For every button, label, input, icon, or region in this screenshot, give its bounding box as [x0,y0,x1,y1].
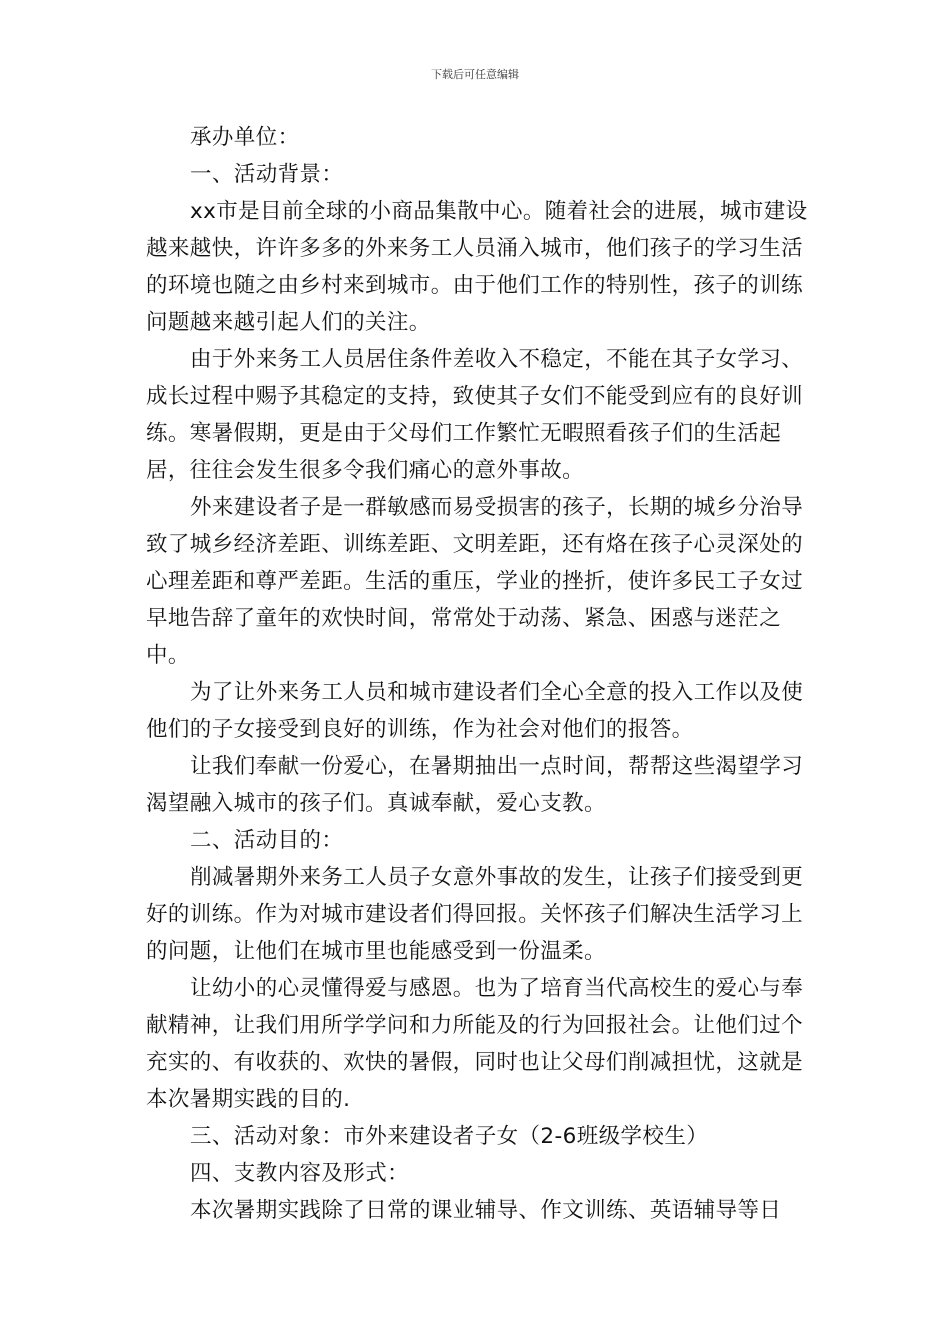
paragraph: 让我们奉献一份爱心，在暑期抽出一点时间，帮帮这些渴望学习渴望融入城市的孩子们。真诚奉献，爱心支教。 [146,754,804,816]
paragraph: 本次暑期实践除了日常的课业辅导、作文训练、英语辅导等日 [190,1198,782,1223]
document-body [146,119,814,1229]
paragraph: 削减暑期外来务工人员子女意外事故的发生，让孩子们接受到更好的训练。作为对城市建设者们得回报。关怀孩子们解决生活学习上的问题，让他们在城市里也能感受到一份温柔。 [146,865,804,964]
page-header: 下载后可任意编辑 [431,68,519,81]
paragraph: 外来建设者子是一群敏感而易受损害的孩子，长期的城乡分治导致了城乡经济差距、训练差距、文明差距，还有烙在孩子心灵深处的心理差距和尊严差距。生活的重压，学业的挫折，使许多民工子女过早地告辞了童年的欢快时间，常常处于动荡、紧急、困惑与迷茫之中。 [146,495,804,668]
paragraph: 让幼小的心灵懂得爱与感恩。也为了培育当代高校生的爱心与奉献精神，让我们用所学学问和力所能及的行为回报社会。让他们过个充实的、有收获的、欢快的暑假，同时也让父母们削减担忧，这就是本次暑期实践的目的. [146,976,804,1112]
paragraph: 为了让外来务工人员和城市建设者们全心全意的投入工作以及使他们的子女接受到良好的训练，作为社会对他们的报答。 [146,680,804,742]
section-heading-purpose: 二、活动目的： [190,828,344,853]
section-heading-background: 一、活动背景： [190,162,344,187]
section-heading-content: 四、支教内容及形式： [190,1161,410,1186]
paragraph: xx市是目前全球的小商品集散中心。随着社会的进展，城市建设越来越快，许许多多的外来务工人员涌入城市，他们孩子的学习生活的环境也随之由乡村来到城市。由于他们工作的特别性，孩子的训练问题越来越引起人们的关注。 [146,199,808,335]
paragraph-organizer: 承办单位： [190,125,300,150]
paragraph: 由于外来务工人员居住条件差收入不稳定，不能在其子女学习、成长过程中赐予其稳定的支持，致使其子女们不能受到应有的良好训练。寒暑假期，更是由于父母们工作繁忙无暇照看孩子们的生活起居，往往会发生很多令我们痛心的意外事故。 [146,347,804,483]
section-heading-target: 三、活动对象：市外来建设者子女（2-6班级学校生） [190,1124,709,1149]
